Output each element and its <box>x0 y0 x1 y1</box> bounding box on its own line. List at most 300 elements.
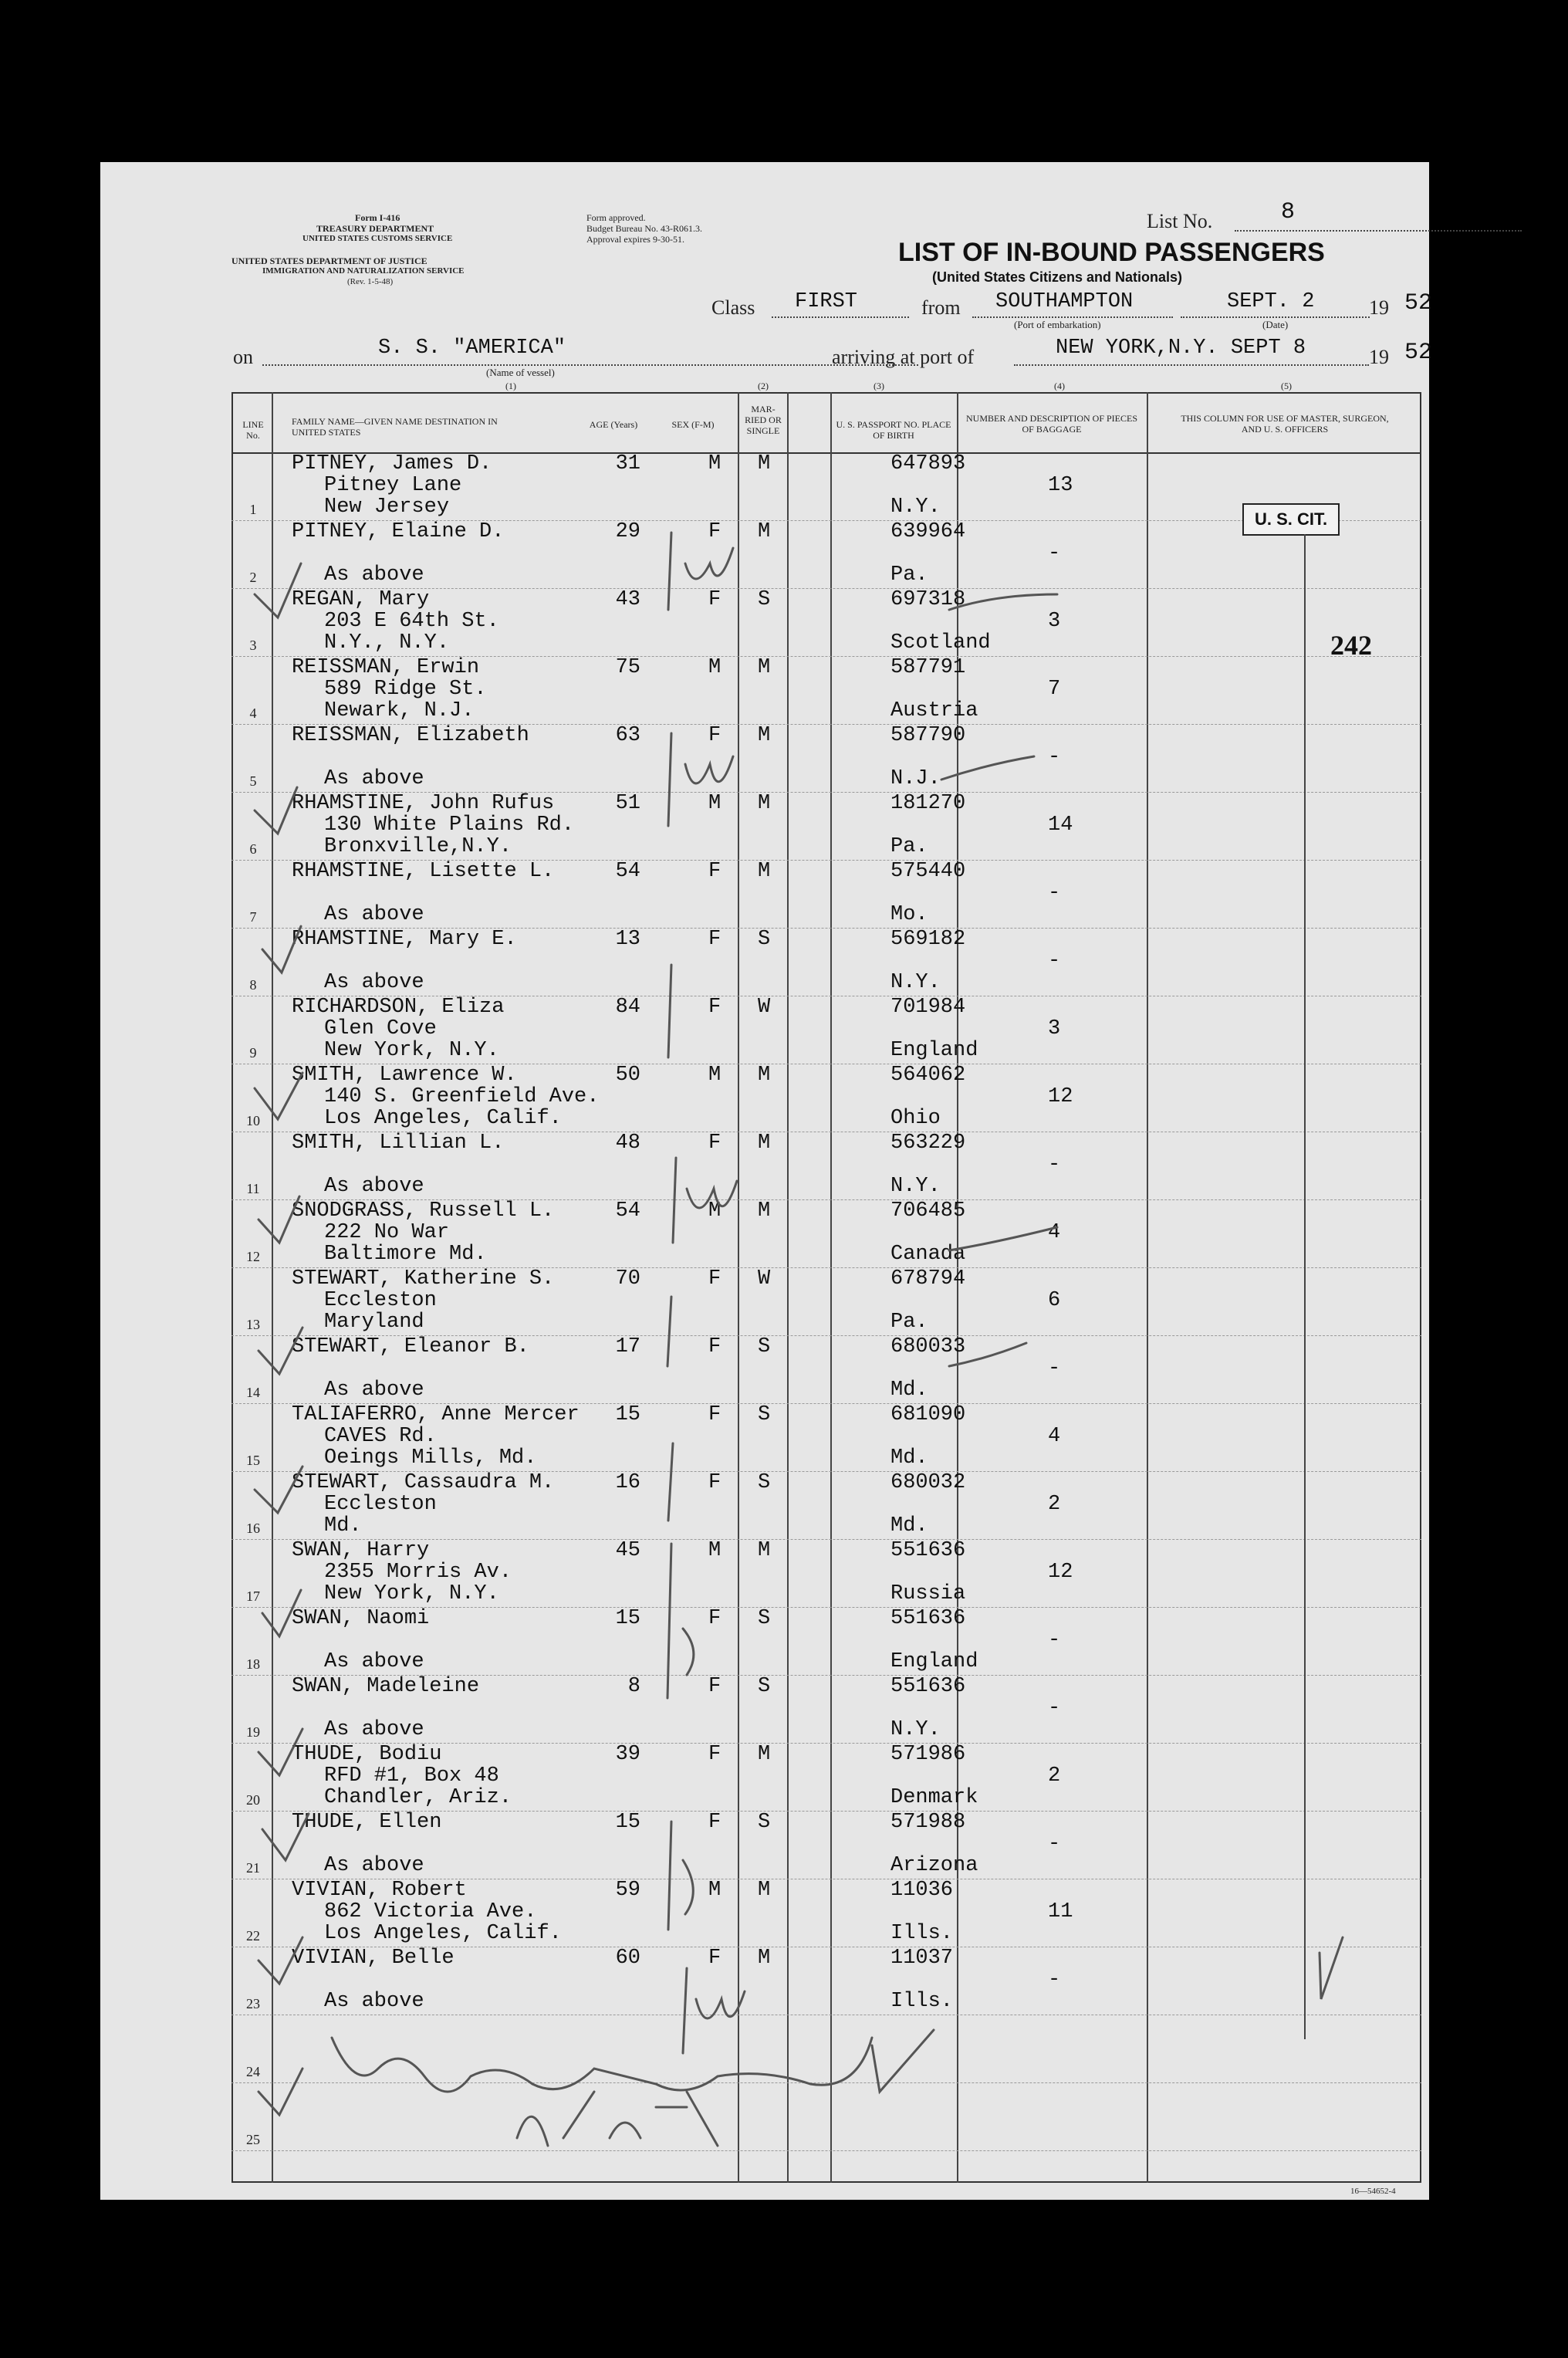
line-number: 7 <box>249 909 257 925</box>
passenger-age: 70 <box>615 1267 640 1291</box>
passenger-name: REISSMAN, Erwin <box>292 656 480 679</box>
checker-initial-mark <box>685 756 733 783</box>
baggage-count: - <box>1048 1832 1061 1856</box>
col-header-name: FAMILY NAME—GIVEN NAME DESTINATION IN UNITED STATES <box>292 416 498 438</box>
passenger-name: RICHARDSON, Eliza <box>292 996 505 1019</box>
checker-initial-mark <box>668 1822 671 1930</box>
passenger-age: 15 <box>615 1811 640 1834</box>
passenger-sex: F <box>708 1607 721 1630</box>
passenger-marital-status: M <box>758 1539 771 1562</box>
passenger-marital-status: S <box>758 1811 771 1834</box>
department-of-justice: UNITED STATES DEPARTMENT OF JUSTICE <box>231 255 427 266</box>
passport-number: 571988 <box>890 1811 966 1834</box>
col-header-sex: SEX (F-M) <box>671 419 715 430</box>
line-number: 4 <box>249 705 257 721</box>
passenger-sex: F <box>708 588 721 611</box>
passenger-sex: F <box>708 1403 721 1426</box>
destination-line-2: Oeings Mills, Md. <box>324 1446 537 1470</box>
passport-number: 569182 <box>890 928 966 951</box>
passenger-marital-status: M <box>758 1064 771 1087</box>
destination-line-1: Pitney Lane <box>324 474 462 497</box>
line-number: 6 <box>249 841 257 857</box>
from-label: from <box>921 296 961 319</box>
handwritten-date <box>517 2092 718 2146</box>
line-number: 3 <box>249 638 257 653</box>
place-of-birth: N.J. <box>890 767 941 790</box>
passport-number: 564062 <box>890 1064 966 1087</box>
destination-line-1: 203 E 64th St. <box>324 610 499 633</box>
passenger-sex: F <box>708 1335 721 1358</box>
baggage-count: 2 <box>1048 1764 1061 1788</box>
passenger-marital-status: M <box>758 792 771 815</box>
passenger-age: 59 <box>615 1879 640 1902</box>
passenger-name: STEWART, Cassaudra M. <box>292 1471 555 1494</box>
destination-line-1: 130 White Plains Rd. <box>324 814 575 837</box>
passport-number: 678794 <box>890 1267 966 1291</box>
place-of-birth: Mo. <box>890 903 928 926</box>
place-of-birth: Ills. <box>890 1922 954 1945</box>
col-header-officers: THIS COLUMN FOR USE OF MASTER, SURGEON, AND U. S. OFFICERS <box>1181 413 1389 435</box>
passenger-marital-status: M <box>758 1199 771 1223</box>
baggage-count: 7 <box>1048 678 1061 701</box>
port-of-embarkation: SOUTHAMPTON <box>995 290 1134 313</box>
destination-line-1: RFD #1, Box 48 <box>324 1764 499 1788</box>
passenger-name: PITNEY, James D. <box>292 452 492 475</box>
destination-line-2: New York, N.Y. <box>324 1582 499 1605</box>
list-no-label: List No. <box>1147 210 1213 232</box>
page-title: LIST OF IN-BOUND PASSENGERS <box>898 238 1325 267</box>
passenger-age: 60 <box>615 1947 640 1970</box>
checker-initial-mark <box>683 1629 694 1675</box>
checker-initial-mark <box>668 733 671 826</box>
place-of-birth: England <box>890 1650 978 1673</box>
passenger-sex: F <box>708 996 721 1019</box>
passport-number: 11037 <box>890 1947 954 1970</box>
line-number: 17 <box>246 1588 260 1604</box>
passenger-marital-status: S <box>758 1403 771 1426</box>
checker-initial-mark <box>687 1181 737 1208</box>
line-number: 15 <box>246 1453 260 1468</box>
passenger-sex: F <box>708 1743 721 1766</box>
checker-initial-mark <box>667 1297 671 1366</box>
line-number: 11 <box>246 1181 260 1196</box>
place-of-birth: Pa. <box>890 1311 928 1334</box>
baggage-count: 3 <box>1048 610 1061 633</box>
line-number: 24 <box>246 2064 260 2079</box>
checker-initial-mark <box>683 1968 687 2053</box>
passenger-age: 84 <box>615 996 640 1019</box>
baggage-count: 6 <box>1048 1289 1061 1312</box>
passenger-name: STEWART, Eleanor B. <box>292 1335 529 1358</box>
line-number: 16 <box>246 1521 260 1536</box>
on-label: on <box>233 346 253 368</box>
passenger-age: 29 <box>615 520 640 543</box>
line-number: 23 <box>246 1996 260 2011</box>
passport-number: 680033 <box>890 1335 966 1358</box>
passport-number: 680032 <box>890 1471 966 1494</box>
baggage-count: - <box>1048 1629 1061 1652</box>
passenger-sex: M <box>708 452 721 475</box>
passenger-age: 50 <box>615 1064 640 1087</box>
destination-line-1: Glen Cove <box>324 1017 437 1040</box>
baggage-count: 12 <box>1048 1561 1073 1584</box>
baggage-count: - <box>1048 1153 1061 1176</box>
line-number: 13 <box>246 1317 260 1332</box>
passenger-sex: F <box>708 1132 721 1155</box>
passenger-marital-status: M <box>758 656 771 679</box>
checker-initial-mark <box>673 1158 676 1243</box>
line-number: 2 <box>249 570 257 585</box>
line-number: 1 <box>249 502 257 517</box>
checkmark <box>259 1328 302 1374</box>
line-number: 22 <box>246 1928 260 1944</box>
page-subtitle: (United States Citizens and Nationals) <box>932 269 1183 285</box>
place-of-birth: N.Y. <box>890 971 941 994</box>
destination-line-2: N.Y., N.Y. <box>324 631 450 655</box>
line-number: 9 <box>249 1045 257 1061</box>
place-of-birth: N.Y. <box>890 1718 941 1741</box>
checker-initial-mark <box>668 533 671 610</box>
place-of-birth: Scotland <box>890 631 991 655</box>
passenger-marital-status: M <box>758 1743 771 1766</box>
passenger-marital-status: M <box>758 724 771 747</box>
place-of-birth: England <box>890 1039 978 1062</box>
passport-number: 706485 <box>890 1199 966 1223</box>
passport-number: 697318 <box>890 588 966 611</box>
passenger-age: 31 <box>615 452 640 475</box>
destination-line-2: As above <box>324 903 424 926</box>
passenger-age: 48 <box>615 1132 640 1155</box>
line-number: 8 <box>249 977 257 993</box>
passenger-name: RHAMSTINE, Mary E. <box>292 928 517 951</box>
signature-scrawl <box>332 2038 872 2092</box>
passenger-sex: F <box>708 1675 721 1698</box>
footer-code: 16—54652-4 <box>1350 2187 1396 2196</box>
place-of-birth: Md. <box>890 1514 928 1538</box>
destination-line-2: Bronxville,N.Y. <box>324 835 512 858</box>
passport-number: 181270 <box>890 792 966 815</box>
destination-line-1: Eccleston <box>324 1493 437 1516</box>
line-number: 25 <box>246 2132 260 2147</box>
passenger-marital-status: M <box>758 520 771 543</box>
baggage-count: 4 <box>1048 1221 1061 1244</box>
place-of-birth: Austria <box>890 699 978 722</box>
passenger-marital-status: W <box>758 1267 771 1291</box>
destination-line-2: Los Angeles, Calif. <box>324 1107 562 1130</box>
baggage-count: 3 <box>1048 1017 1061 1040</box>
revision-date: (Rev. 1-5-48) <box>347 277 394 286</box>
passport-number: 647893 <box>890 452 966 475</box>
col-number-3: (3) <box>874 381 884 391</box>
passenger-age: 15 <box>615 1607 640 1630</box>
baggage-count: 12 <box>1048 1085 1073 1108</box>
destination-line-2: As above <box>324 1379 424 1402</box>
year-prefix-1: 19 <box>1369 296 1389 319</box>
passport-number: 701984 <box>890 996 966 1019</box>
passenger-sex: F <box>708 1267 721 1291</box>
handwritten-marks <box>100 162 1429 2200</box>
checkmark <box>259 1729 302 1775</box>
baggage-count: - <box>1048 881 1061 905</box>
passport-number: 587791 <box>890 656 966 679</box>
passenger-age: 45 <box>615 1539 640 1562</box>
place-of-birth: Md. <box>890 1379 928 1402</box>
col-header-married: MAR-RIED OR SINGLE <box>745 404 782 436</box>
checkmark <box>262 926 301 973</box>
checker-initial-mark <box>667 1544 671 1698</box>
passport-number: 571986 <box>890 1743 966 1766</box>
destination-line-1: Eccleston <box>324 1289 437 1312</box>
officer-count: 242 <box>1330 630 1372 661</box>
passenger-sex: M <box>708 1879 721 1902</box>
checkmark <box>262 1814 309 1860</box>
departure-date: SEPT. 2 <box>1227 290 1315 313</box>
departure-year: 52 <box>1404 290 1433 316</box>
destination-line-1: 2355 Morris Av. <box>324 1561 512 1584</box>
destination-line-2: Los Angeles, Calif. <box>324 1922 562 1945</box>
destination-line-2: Chandler, Ariz. <box>324 1786 512 1809</box>
place-of-birth: Arizona <box>890 1854 978 1877</box>
passenger-sex: M <box>708 792 721 815</box>
passenger-name: PITNEY, Elaine D. <box>292 520 505 543</box>
passport-number: 563229 <box>890 1132 966 1155</box>
passenger-marital-status: S <box>758 928 771 951</box>
passport-number: 551636 <box>890 1539 966 1562</box>
line-number: 21 <box>246 1860 260 1876</box>
destination-line-2: As above <box>324 971 424 994</box>
passenger-age: 43 <box>615 588 640 611</box>
place-of-birth: Canada <box>890 1243 966 1266</box>
passenger-marital-status: S <box>758 1675 771 1698</box>
immigration-service: IMMIGRATION AND NATURALIZATION SERVICE <box>262 266 465 276</box>
approval-expiry: Approval expires 9-30-51. <box>586 234 684 245</box>
destination-line-2: As above <box>324 563 424 587</box>
destination-line-2: Newark, N.J. <box>324 699 475 722</box>
passenger-age: 13 <box>615 928 640 951</box>
passenger-sex: F <box>708 520 721 543</box>
baggage-count: 2 <box>1048 1493 1061 1516</box>
passenger-name: THUDE, Bodiu <box>292 1743 442 1766</box>
line-number: 18 <box>246 1656 260 1672</box>
us-citizen-stamp: U. S. CIT. <box>1242 503 1340 536</box>
checker-initial-mark <box>696 1991 745 2018</box>
checkmark <box>259 2069 302 2115</box>
passport-number: 11036 <box>890 1879 954 1902</box>
passenger-sex: F <box>708 860 721 883</box>
passenger-name: VIVIAN, Belle <box>292 1947 455 1970</box>
passenger-age: 54 <box>615 860 640 883</box>
col-header-age: AGE (Years) <box>589 419 638 430</box>
passenger-marital-status: M <box>758 860 771 883</box>
passenger-name: SWAN, Madeleine <box>292 1675 480 1698</box>
passport-number: 575440 <box>890 860 966 883</box>
passenger-sex: F <box>708 1811 721 1834</box>
baggage-count: - <box>1048 1697 1061 1720</box>
destination-line-2: Baltimore Md. <box>324 1243 487 1266</box>
passenger-marital-status: S <box>758 1335 771 1358</box>
passenger-sex: F <box>708 928 721 951</box>
destination-line-1: 862 Victoria Ave. <box>324 1900 537 1923</box>
stray-pencil-stroke <box>949 594 1057 610</box>
passenger-marital-status: S <box>758 1607 771 1630</box>
stray-pencil-stroke <box>949 1343 1026 1366</box>
checker-initial-mark <box>683 1860 693 1914</box>
destination-line-2: New Jersey <box>324 496 450 519</box>
baggage-count: 14 <box>1048 814 1073 837</box>
passenger-age: 39 <box>615 1743 640 1766</box>
vessel-name: S. S. "AMERICA" <box>378 337 566 360</box>
destination-line-1: 589 Ridge St. <box>324 678 487 701</box>
passport-number: 587790 <box>890 724 966 747</box>
class-value: FIRST <box>795 290 858 313</box>
passenger-age: 63 <box>615 724 640 747</box>
baggage-count: - <box>1048 1357 1061 1380</box>
passenger-sex: F <box>708 724 721 747</box>
baggage-count: - <box>1048 542 1061 565</box>
passenger-sex: F <box>708 1947 721 1970</box>
checker-initial-mark <box>668 965 671 1057</box>
passenger-name: SNODGRASS, Russell L. <box>292 1199 555 1223</box>
passenger-age: 17 <box>615 1335 640 1358</box>
line-number: 5 <box>249 773 257 789</box>
col-header-line-no: LINE No. <box>242 419 264 441</box>
treasury-department: TREASURY DEPARTMENT <box>316 223 434 234</box>
passenger-marital-status: M <box>758 452 771 475</box>
place-of-birth: N.Y. <box>890 1175 941 1198</box>
passenger-name: THUDE, Ellen <box>292 1811 442 1834</box>
checkmark <box>255 1073 302 1119</box>
passenger-name: RHAMSTINE, Lisette L. <box>292 860 555 883</box>
passenger-marital-status: M <box>758 1947 771 1970</box>
year-prefix-2: 19 <box>1369 346 1389 368</box>
vessel-caption: (Name of vessel) <box>486 367 555 378</box>
col-number-1: (1) <box>505 381 516 391</box>
arriving-label: arriving at port of <box>832 346 975 368</box>
passenger-name: REGAN, Mary <box>292 588 430 611</box>
line-number: 19 <box>246 1724 260 1740</box>
place-of-birth: Denmark <box>890 1786 978 1809</box>
destination-line-2: As above <box>324 1990 424 2013</box>
destination-line-2: As above <box>324 1650 424 1673</box>
destination-line-2: As above <box>324 1175 424 1198</box>
destination-line-2: Md. <box>324 1514 362 1538</box>
passenger-name: SMITH, Lawrence W. <box>292 1064 517 1087</box>
passenger-marital-status: W <box>758 996 771 1019</box>
place-of-birth: Ohio <box>890 1107 941 1130</box>
passenger-name: STEWART, Katherine S. <box>292 1267 555 1291</box>
place-of-birth: Ills. <box>890 1990 954 2013</box>
destination-line-2: New York, N.Y. <box>324 1039 499 1062</box>
col-header-baggage: NUMBER AND DESCRIPTION OF PIECES OF BAGGAGE <box>965 413 1138 435</box>
col-number-4: (4) <box>1054 381 1065 391</box>
passenger-age: 8 <box>627 1675 640 1698</box>
passport-number: 639964 <box>890 520 966 543</box>
passport-number: 551636 <box>890 1607 966 1630</box>
passenger-name: VIVIAN, Robert <box>292 1879 467 1902</box>
checkmark <box>255 563 301 617</box>
class-label: Class <box>711 296 755 319</box>
checkmark <box>259 1196 299 1243</box>
place-of-birth: Md. <box>890 1446 928 1470</box>
baggage-count: 11 <box>1048 1900 1073 1923</box>
passenger-age: 15 <box>615 1403 640 1426</box>
passenger-age: 51 <box>615 792 640 815</box>
passenger-list-document <box>100 162 1433 2200</box>
port-embark-caption: (Port of embarkation) <box>1014 319 1101 330</box>
list-number: 8 <box>1281 199 1296 225</box>
passenger-marital-status: M <box>758 1132 771 1155</box>
baggage-count: 13 <box>1048 474 1073 497</box>
passenger-name: SWAN, Naomi <box>292 1607 430 1630</box>
destination-line-1: CAVES Rd. <box>324 1425 437 1448</box>
passport-number: 681090 <box>890 1403 966 1426</box>
place-of-birth: Russia <box>890 1582 966 1605</box>
passenger-name: SWAN, Harry <box>292 1539 430 1562</box>
passenger-marital-status: S <box>758 588 771 611</box>
passenger-age: 54 <box>615 1199 640 1223</box>
passenger-name: TALIAFERRO, Anne Mercer <box>292 1403 580 1426</box>
passport-number: 551636 <box>890 1675 966 1698</box>
date-caption: (Date) <box>1262 319 1289 330</box>
passenger-name: SMITH, Lillian L. <box>292 1132 505 1155</box>
destination-line-1: 222 No War <box>324 1221 450 1244</box>
col-header-passport: U. S. PASSPORT NO. PLACE OF BIRTH <box>836 419 951 441</box>
place-of-birth: Pa. <box>890 563 928 587</box>
baggage-count: 4 <box>1048 1425 1061 1448</box>
arrival-year: 52 <box>1404 340 1433 366</box>
passenger-age: 75 <box>615 656 640 679</box>
destination-line-2: As above <box>324 1854 424 1877</box>
baggage-count: - <box>1048 949 1061 973</box>
passenger-sex: F <box>708 1471 721 1494</box>
passenger-marital-status: M <box>758 1879 771 1902</box>
baggage-count: - <box>1048 746 1061 769</box>
passenger-name: RHAMSTINE, John Rufus <box>292 792 555 815</box>
passenger-sex: M <box>708 1199 721 1223</box>
passenger-name: REISSMAN, Elizabeth <box>292 724 529 747</box>
budget-bureau-no: Budget Bureau No. 43-R061.3. <box>586 223 702 234</box>
customs-service: UNITED STATES CUSTOMS SERVICE <box>302 234 453 243</box>
passenger-sex: M <box>708 656 721 679</box>
checkmark <box>262 1590 301 1636</box>
officer-tick-mark <box>1320 1937 1343 1999</box>
line-number: 20 <box>246 1792 260 1808</box>
place-of-birth: N.Y. <box>890 496 941 519</box>
passenger-marital-status: S <box>758 1471 771 1494</box>
baggage-count: - <box>1048 1968 1061 1991</box>
destination-line-2: As above <box>324 1718 424 1741</box>
stray-pencil-stroke <box>941 756 1034 780</box>
place-of-birth: Pa. <box>890 835 928 858</box>
destination-line-1: 140 S. Greenfield Ave. <box>324 1085 600 1108</box>
checkmark <box>255 1467 302 1513</box>
passenger-age: 16 <box>615 1471 640 1494</box>
checkmark <box>255 787 297 834</box>
checker-initial-mark <box>685 548 733 579</box>
passenger-sex: M <box>708 1064 721 1087</box>
destination-line-2: As above <box>324 767 424 790</box>
arrival-port-date: NEW YORK,N.Y. SEPT 8 <box>1056 337 1306 360</box>
checker-initial-mark <box>668 1443 673 1521</box>
destination-line-2: Maryland <box>324 1311 424 1334</box>
stray-pencil-stroke <box>949 1227 1057 1250</box>
checkmark <box>259 1937 302 1984</box>
form-approved: Form approved. <box>586 212 646 223</box>
form-number: Form I-416 <box>355 212 400 223</box>
col-number-5: (5) <box>1281 381 1292 391</box>
line-number: 10 <box>246 1113 260 1128</box>
col-number-2: (2) <box>758 381 769 391</box>
